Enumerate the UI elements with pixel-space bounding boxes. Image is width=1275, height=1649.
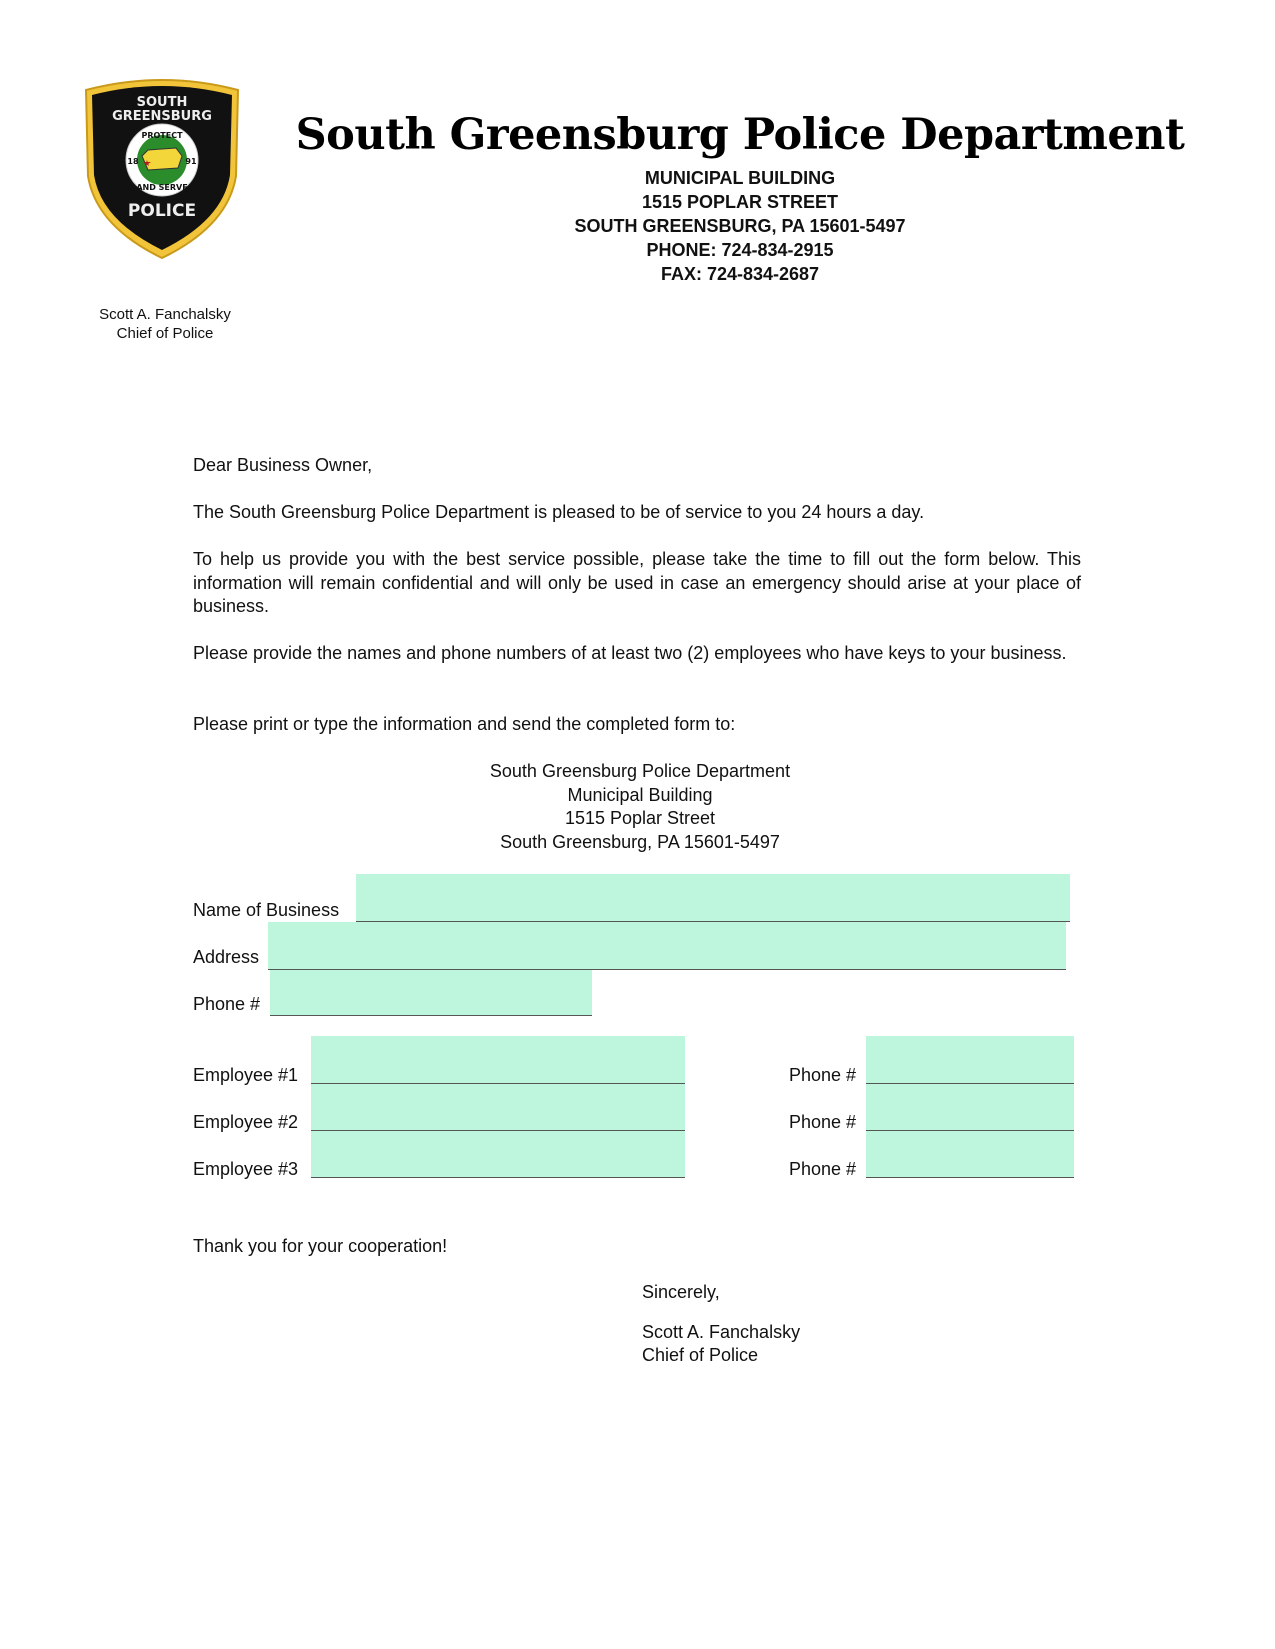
mailing-address xyxy=(400,760,880,854)
chief-title: Chief of Police xyxy=(116,325,214,342)
badge-year-right: 91 xyxy=(185,157,197,166)
signer-title: Chief of Police xyxy=(642,1345,759,1365)
department-address xyxy=(500,166,980,286)
employee-1-phone-field[interactable] xyxy=(866,1036,1074,1084)
employee-3-phone-label: Phone # xyxy=(789,1159,857,1179)
paragraph: To help us provide you with the best service possible, please take the time to fill out the form below. This information will remain confidential and will only be used in case an emergency should arise at your place of business. xyxy=(193,549,1081,616)
address-line: SOUTH GREENSBURG, PA 15601-5497 xyxy=(574,216,906,236)
employee-3-phone-field[interactable] xyxy=(866,1131,1074,1178)
address-field[interactable] xyxy=(268,922,1066,970)
employee-2-phone-label: Phone # xyxy=(789,1112,857,1132)
employee-1-name-field[interactable] xyxy=(311,1036,685,1084)
signer-name: Scott A. Fanchalsky xyxy=(642,1321,801,1342)
paragraph: Please provide the names and phone numbers of at least two (2) employees who have keys to your business. xyxy=(193,643,1067,663)
employee-2-label: Employee #2 xyxy=(193,1112,299,1132)
address-line: 1515 POPLAR STREET xyxy=(641,192,839,212)
badge-mid-text: GREENSBURG xyxy=(112,109,212,124)
employee-2-phone-field[interactable] xyxy=(866,1084,1074,1131)
business-name-label: Name of Business xyxy=(193,900,340,920)
police-badge-logo xyxy=(78,76,246,262)
salutation: Dear Business Owner, xyxy=(193,455,373,475)
department-title: South Greensburg Police Department xyxy=(295,110,1185,160)
address-line: MUNICIPAL BUILDING xyxy=(644,168,836,188)
fax-line: FAX: 724-834-2687 xyxy=(660,264,820,284)
chief-header-block xyxy=(60,305,270,343)
mail-line: South Greensburg Police Department xyxy=(489,761,791,781)
phone-line: PHONE: 724-834-2915 xyxy=(646,240,834,260)
paragraph: Please print or type the information and send the completed form to: xyxy=(193,714,736,734)
chief-name: Scott A. Fanchalsky xyxy=(99,306,231,323)
badge-ring-bottom: AND SERVE xyxy=(136,183,188,192)
badge-top-text: SOUTH xyxy=(136,95,188,110)
mail-line: South Greensburg, PA 15601-5497 xyxy=(500,831,780,852)
employee-3-label: Employee #3 xyxy=(193,1159,299,1179)
employee-1-label: Employee #1 xyxy=(193,1065,299,1085)
mail-line: 1515 Poplar Street xyxy=(564,808,716,828)
phone-label: Phone # xyxy=(193,994,261,1014)
paragraph: The South Greensburg Police Department is pleased to be of service to you 24 hours a day. xyxy=(193,502,925,522)
employee-3-name-field[interactable] xyxy=(311,1131,685,1178)
signature-block xyxy=(642,1281,800,1368)
address-label: Address xyxy=(193,947,260,967)
business-name-field[interactable] xyxy=(356,874,1070,922)
thank-you-text: Thank you for your cooperation! xyxy=(193,1236,448,1256)
employee-1-phone-label: Phone # xyxy=(789,1065,857,1085)
badge-bottom-text: POLICE xyxy=(127,201,197,221)
sign-off: Sincerely, xyxy=(642,1282,720,1302)
badge-ring-top: PROTECT xyxy=(141,131,183,140)
employee-2-name-field[interactable] xyxy=(311,1084,685,1131)
badge-year-left: 18 xyxy=(127,157,139,166)
mail-line: Municipal Building xyxy=(567,784,713,805)
phone-field[interactable] xyxy=(270,970,592,1016)
